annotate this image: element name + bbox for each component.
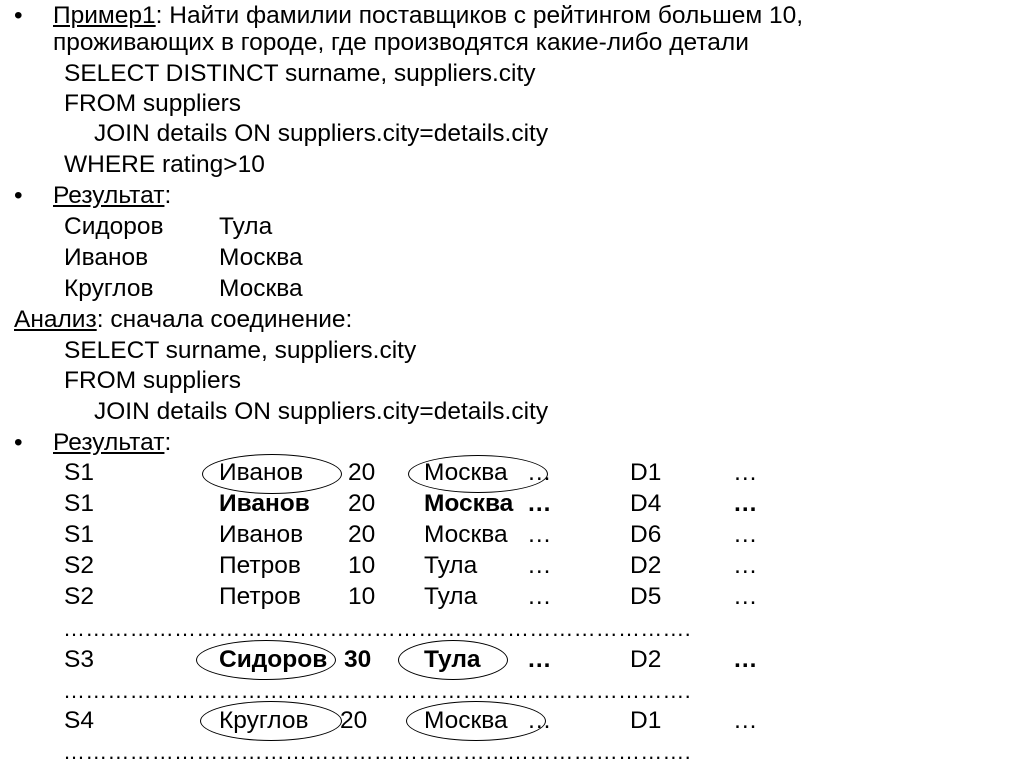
result-city: Москва	[219, 244, 303, 271]
result-heading	[53, 181, 171, 211]
bullet-marker: •	[14, 2, 23, 29]
cell-detail: D2	[630, 552, 662, 579]
cell-detail: D4	[630, 490, 662, 517]
cell-ellipsis: …	[733, 459, 758, 486]
cell-supplier: S2	[64, 583, 94, 610]
dotted-separator: ………………………………………………………………………….	[63, 616, 691, 641]
cell-surname: Петров	[219, 583, 301, 610]
cell-city: Тула	[424, 646, 481, 673]
analysis-text: : сначала соединение:	[96, 306, 353, 333]
cell-rating: 30	[344, 646, 372, 673]
cell-ellipsis: …	[733, 490, 758, 517]
cell-ellipsis: …	[733, 552, 758, 579]
result-surname: Сидоров	[64, 213, 164, 240]
cell-detail: D5	[630, 583, 662, 610]
result-surname: Иванов	[64, 244, 149, 271]
cell-ellipsis: …	[527, 552, 552, 579]
dotted-separator: ………………………………………………………………………….	[63, 739, 691, 764]
cell-surname: Иванов	[219, 459, 304, 486]
cell-surname: Сидоров	[219, 646, 328, 673]
cell-surname: Круглов	[219, 707, 309, 734]
cell-rating: 20	[348, 490, 376, 517]
sql-join: JOIN details ON suppliers.city=details.city	[94, 120, 549, 147]
sql-select: SELECT DISTINCT surname, suppliers.city	[64, 60, 536, 87]
result-city: Москва	[219, 275, 303, 302]
sql-where: WHERE rating>10	[64, 151, 265, 178]
cell-rating: 20	[340, 707, 368, 734]
cell-city: Москва	[424, 490, 514, 517]
cell-ellipsis: …	[527, 490, 552, 517]
analysis-label: Анализ	[14, 306, 97, 333]
result-surname: Круглов	[64, 275, 154, 302]
cell-city: Москва	[424, 707, 508, 734]
cell-supplier: S2	[64, 552, 94, 579]
result-heading	[53, 428, 171, 458]
example-label: Пример1	[53, 2, 156, 29]
cell-city: Тула	[424, 583, 478, 610]
result-colon: :	[164, 182, 172, 209]
bullet-marker: •	[14, 429, 23, 456]
cell-ellipsis: …	[733, 521, 758, 548]
result-label: Результат	[53, 429, 165, 456]
cell-rating: 20	[348, 521, 376, 548]
cell-supplier: S3	[64, 646, 94, 673]
cell-supplier: S4	[64, 707, 94, 734]
sql-join: JOIN details ON suppliers.city=details.city	[94, 398, 549, 425]
cell-detail: D2	[630, 646, 662, 673]
cell-surname: Иванов	[219, 521, 304, 548]
cell-rating: 10	[348, 552, 376, 579]
cell-detail: D1	[630, 459, 662, 486]
cell-rating: 20	[348, 459, 376, 486]
sql-from: FROM suppliers	[64, 367, 241, 394]
result-city: Тула	[219, 213, 273, 240]
cell-detail: D6	[630, 521, 662, 548]
cell-supplier: S1	[64, 490, 94, 517]
cell-ellipsis: …	[527, 583, 552, 610]
cell-ellipsis: …	[527, 521, 552, 548]
cell-rating: 10	[348, 583, 376, 610]
cell-supplier: S1	[64, 521, 94, 548]
cell-ellipsis: …	[733, 646, 758, 673]
cell-city: Тула	[424, 552, 478, 579]
sql-from: FROM suppliers	[64, 90, 241, 117]
cell-ellipsis: …	[527, 459, 552, 486]
dotted-separator: ………………………………………………………………………….	[63, 678, 691, 703]
cell-surname: Иванов	[219, 490, 310, 517]
sql-select: SELECT surname, suppliers.city	[64, 337, 417, 364]
cell-surname: Петров	[219, 552, 301, 579]
example-task-text-line2: проживающих в городе, где производятся какие-либо детали	[53, 29, 749, 56]
result-colon: :	[164, 429, 172, 456]
cell-ellipsis: …	[527, 707, 552, 734]
analysis-heading	[14, 305, 352, 335]
bullet-marker: •	[14, 182, 23, 209]
example-task-text: : Найти фамилии поставщиков с рейтингом большем 10,	[155, 2, 804, 29]
cell-ellipsis: …	[733, 583, 758, 610]
cell-ellipsis: …	[733, 707, 758, 734]
example-heading	[53, 1, 803, 31]
cell-supplier: S1	[64, 459, 94, 486]
cell-city: Москва	[424, 459, 508, 486]
cell-ellipsis: …	[527, 646, 552, 673]
result-label: Результат	[53, 182, 165, 209]
cell-city: Москва	[424, 521, 508, 548]
cell-detail: D1	[630, 707, 662, 734]
